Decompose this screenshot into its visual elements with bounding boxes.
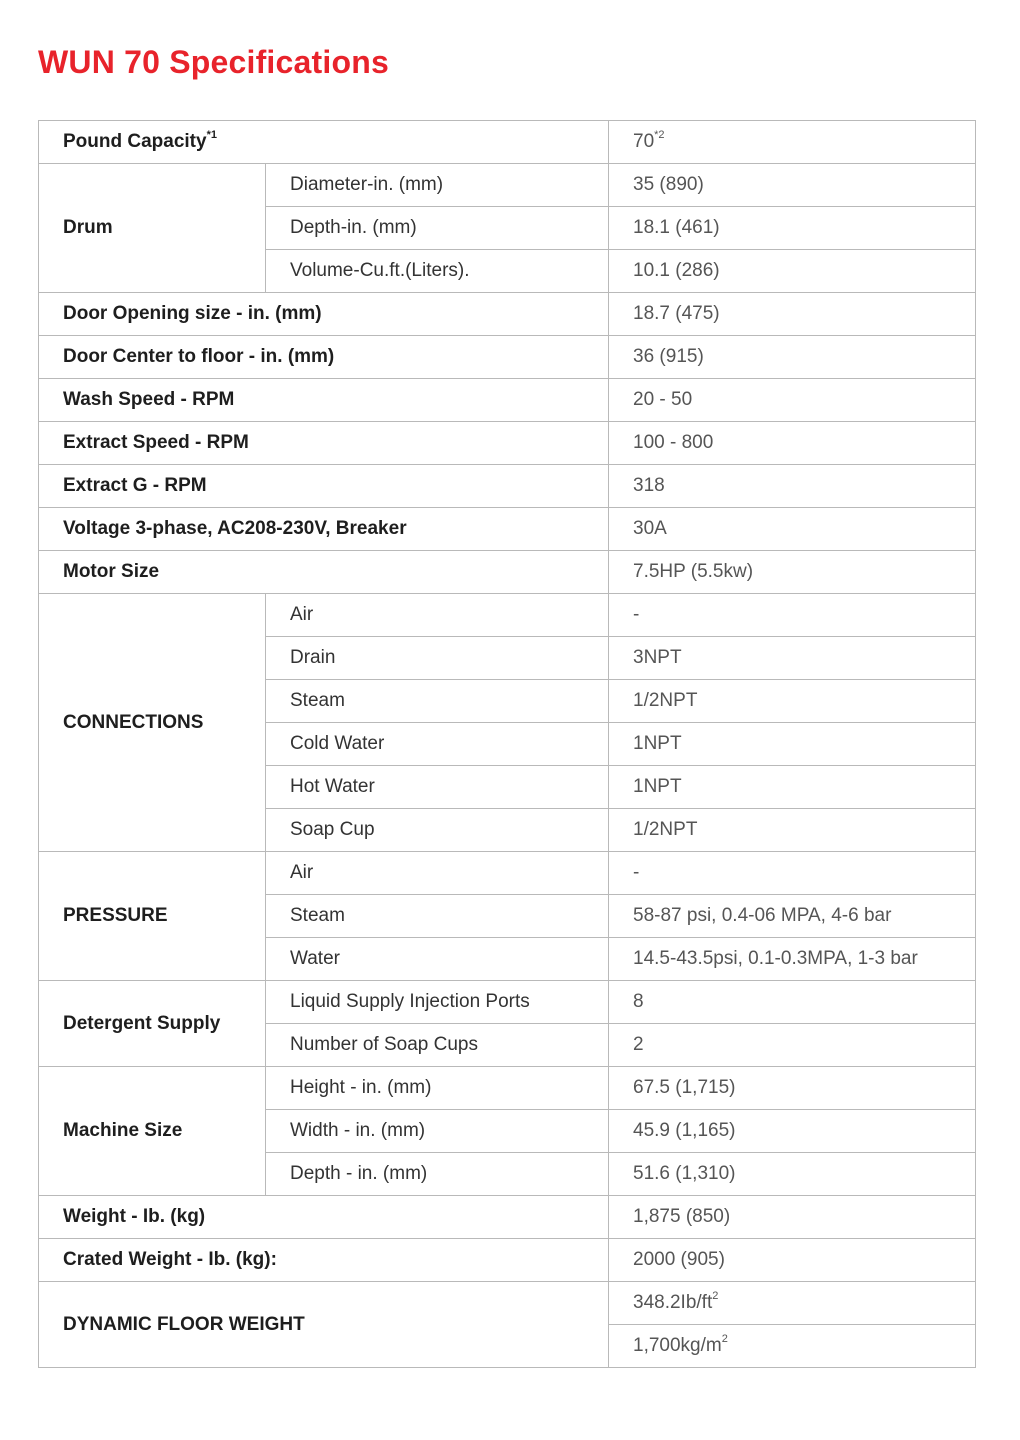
row-value: 18.7 (475) xyxy=(609,293,976,336)
sub-label: Liquid Supply Injection Ports xyxy=(266,981,609,1024)
table-row xyxy=(39,594,976,637)
group-label-detergent: Detergent Supply xyxy=(39,981,266,1067)
row-value: - xyxy=(609,594,976,637)
row-value: 1,875 (850) xyxy=(609,1196,976,1239)
row-value: 51.6 (1,310) xyxy=(609,1153,976,1196)
sub-label: Drain xyxy=(266,637,609,680)
sub-label: Air xyxy=(266,594,609,637)
sub-label: Depth - in. (mm) xyxy=(266,1153,609,1196)
row-value: 7.5HP (5.5kw) xyxy=(609,551,976,594)
row-value: 318 xyxy=(609,465,976,508)
sub-label: Steam xyxy=(266,680,609,723)
row-value: 10.1 (286) xyxy=(609,250,976,293)
row-value: 20 - 50 xyxy=(609,379,976,422)
row-value: 2000 (905) xyxy=(609,1239,976,1282)
row-label: Weight - Ib. (kg) xyxy=(39,1196,609,1239)
table-row xyxy=(39,422,976,465)
group-label-connections: CONNECTIONS xyxy=(39,594,266,852)
table-row xyxy=(39,508,976,551)
table-row xyxy=(39,1239,976,1282)
row-label: Voltage 3-phase, AC208-230V, Breaker xyxy=(39,508,609,551)
group-label-machine-size: Machine Size xyxy=(39,1067,266,1196)
row-value: 70$^{*2}$ xyxy=(609,121,976,164)
row-label: Wash Speed - RPM xyxy=(39,379,609,422)
row-label: Pound Capacity$^{*1}$ xyxy=(39,121,609,164)
table-row xyxy=(39,551,976,594)
sub-label: Height - in. (mm) xyxy=(266,1067,609,1110)
table-row xyxy=(39,981,976,1024)
group-label-drum: Drum xyxy=(39,164,266,293)
sub-label: Volume-Cu.ft.(Liters). xyxy=(266,250,609,293)
sub-label: Air xyxy=(266,852,609,895)
table-row xyxy=(39,1196,976,1239)
row-label: Motor Size xyxy=(39,551,609,594)
sub-label: Cold Water xyxy=(266,723,609,766)
row-value: 100 - 800 xyxy=(609,422,976,465)
row-value: 1NPT xyxy=(609,766,976,809)
row-value: 1/2NPT xyxy=(609,680,976,723)
row-value: 18.1 (461) xyxy=(609,207,976,250)
row-value: 58-87 psi, 0.4-06 MPA, 4-6 bar xyxy=(609,895,976,938)
table-row xyxy=(39,121,976,164)
row-value: 45.9 (1,165) xyxy=(609,1110,976,1153)
row-value: 36 (915) xyxy=(609,336,976,379)
row-value: 1NPT xyxy=(609,723,976,766)
row-value: 3NPT xyxy=(609,637,976,680)
table-row xyxy=(39,852,976,895)
group-label-dynamic-floor-weight: DYNAMIC FLOOR WEIGHT xyxy=(39,1282,609,1368)
sub-label: Depth-in. (mm) xyxy=(266,207,609,250)
table-row xyxy=(39,1067,976,1110)
group-label-pressure: PRESSURE xyxy=(39,852,266,981)
table-row xyxy=(39,465,976,508)
sub-label: Diameter-in. (mm) xyxy=(266,164,609,207)
sub-label: Soap Cup xyxy=(266,809,609,852)
table-row xyxy=(39,293,976,336)
specifications-table xyxy=(38,120,976,1368)
table-row xyxy=(39,336,976,379)
row-value: $348.2Ib/ft^2$ xyxy=(609,1282,976,1325)
table-row xyxy=(39,164,976,207)
row-value: 35 (890) xyxy=(609,164,976,207)
row-value: 2 xyxy=(609,1024,976,1067)
row-label: Extract Speed - RPM xyxy=(39,422,609,465)
page-title: WUN 70 Specifications xyxy=(38,44,389,80)
row-label: Crated Weight - Ib. (kg): xyxy=(39,1239,609,1282)
sub-label: Width - in. (mm) xyxy=(266,1110,609,1153)
sub-label: Hot Water xyxy=(266,766,609,809)
row-label: Door Center to floor - in. (mm) xyxy=(39,336,609,379)
row-label: Extract G - RPM xyxy=(39,465,609,508)
row-value: 67.5 (1,715) xyxy=(609,1067,976,1110)
row-value: 14.5-43.5psi, 0.1-0.3MPA, 1-3 bar xyxy=(609,938,976,981)
table-row xyxy=(39,379,976,422)
sub-label: Water xyxy=(266,938,609,981)
row-value: - xyxy=(609,852,976,895)
sub-label: Number of Soap Cups xyxy=(266,1024,609,1067)
sub-label: Steam xyxy=(266,895,609,938)
row-value: 30A xyxy=(609,508,976,551)
table-row xyxy=(39,1282,976,1325)
row-label: Door Opening size - in. (mm) xyxy=(39,293,609,336)
row-value: 8 xyxy=(609,981,976,1024)
row-value: $1,700kg/m^2$ xyxy=(609,1325,976,1368)
row-value: 1/2NPT xyxy=(609,809,976,852)
